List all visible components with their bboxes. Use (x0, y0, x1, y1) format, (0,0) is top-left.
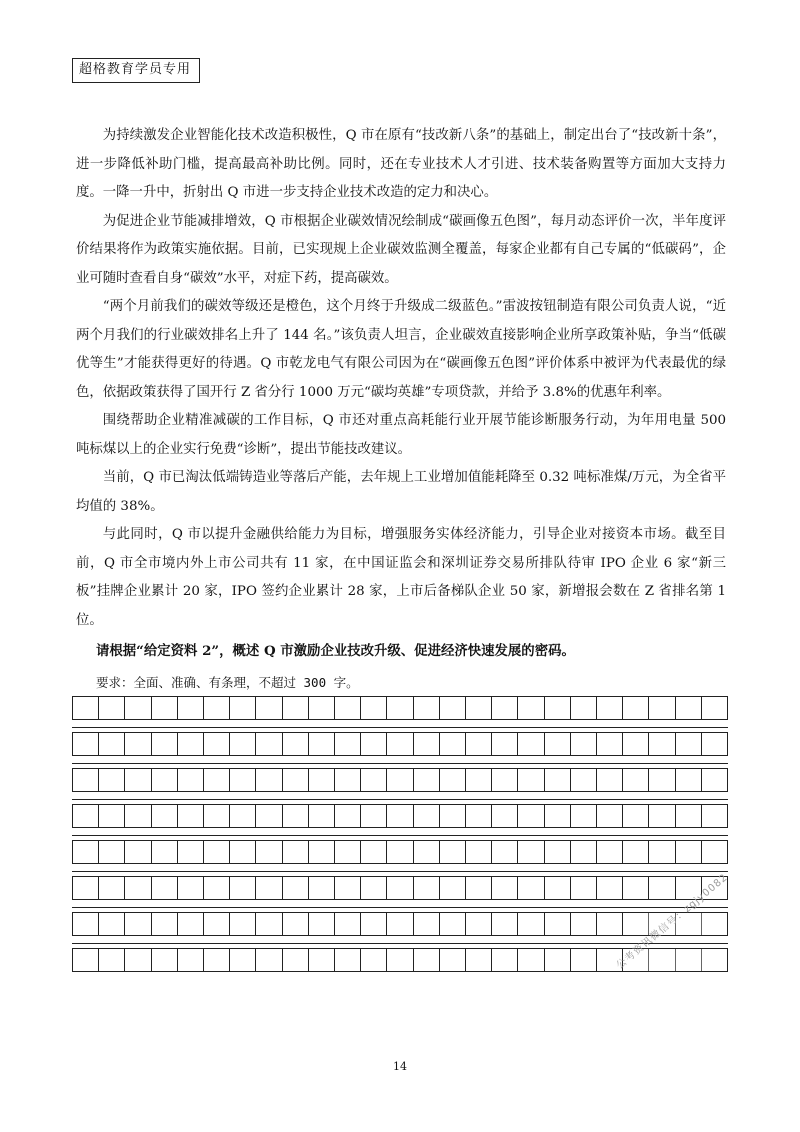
answer-grid-cell[interactable] (701, 949, 728, 971)
answer-grid-cell[interactable] (701, 769, 728, 791)
answer-grid-cell[interactable] (465, 841, 491, 863)
answer-grid-cell[interactable] (151, 949, 177, 971)
answer-grid-cell[interactable] (124, 877, 150, 899)
answer-grid-cell[interactable] (596, 841, 622, 863)
answer-grid-cell[interactable] (203, 877, 229, 899)
answer-grid-cell[interactable] (360, 913, 386, 935)
answer-grid[interactable] (72, 696, 731, 984)
answer-grid-cell[interactable] (491, 733, 517, 755)
answer-grid-cell[interactable] (177, 805, 203, 827)
answer-grid-cell[interactable] (124, 841, 150, 863)
answer-grid-cell[interactable] (465, 949, 491, 971)
answer-grid-cell[interactable] (491, 913, 517, 935)
answer-grid-cell[interactable] (177, 877, 203, 899)
answer-grid-cell[interactable] (465, 805, 491, 827)
answer-grid-cell[interactable] (596, 913, 622, 935)
student-only-badge: 超格教育学员专用 (72, 58, 200, 83)
answer-grid-cell[interactable] (544, 913, 570, 935)
answer-grid-cell[interactable] (596, 733, 622, 755)
answer-grid-cell[interactable] (151, 697, 177, 719)
paragraph-2: 为促进企业节能减排增效，Q 市根据企业碳效情况绘制成“碳画像五色图”，每月动态评价一次，半年度评价结果将作为政策实施依据。目前，已实现规上企业碳效监测全覆盖，每家企业都有自己专属的“低碳码”，企业可随时查看自身“碳效”水平，对症下药，提高碳效。 (76, 213, 726, 286)
answer-grid-cell[interactable] (124, 949, 150, 971)
answer-grid-cell[interactable] (465, 913, 491, 935)
answer-grid-cell[interactable] (701, 913, 728, 935)
answer-grid-cell[interactable] (98, 913, 124, 935)
answer-grid-cell[interactable] (72, 949, 98, 971)
answer-grid-cell[interactable] (491, 805, 517, 827)
answer-grid-cell[interactable] (229, 841, 255, 863)
answer-grid-cell[interactable] (255, 733, 281, 755)
answer-grid-row (72, 732, 728, 756)
answer-grid-cell[interactable] (98, 949, 124, 971)
answer-grid-cell[interactable] (622, 697, 648, 719)
answer-grid-cell[interactable] (439, 949, 465, 971)
watermark: 公考资讯微信号：zgjy0082 (614, 871, 731, 972)
answer-grid-cell[interactable] (255, 769, 281, 791)
answer-grid-cell[interactable] (334, 877, 360, 899)
answer-grid-cell[interactable] (413, 697, 439, 719)
answer-grid-cell[interactable] (648, 733, 674, 755)
answer-grid-cell[interactable] (465, 697, 491, 719)
answer-grid-cell[interactable] (439, 913, 465, 935)
answer-grid-cell[interactable] (701, 841, 728, 863)
answer-grid-cell[interactable] (203, 949, 229, 971)
paragraph-5: 当前，Q 市已淘汰低端铸造业等落后产能，去年规上工业增加值能耗降至 0.32 吨标准煤/万元，为全省平均值的 38%。 (76, 470, 726, 514)
answer-grid-cell[interactable] (308, 949, 334, 971)
answer-grid-cell[interactable] (282, 769, 308, 791)
answer-grid-cell[interactable] (72, 913, 98, 935)
answer-grid-cell[interactable] (124, 805, 150, 827)
answer-grid-cell[interactable] (491, 697, 517, 719)
answer-grid-cell[interactable] (334, 805, 360, 827)
answer-grid-cell[interactable] (282, 913, 308, 935)
answer-grid-cell[interactable] (413, 877, 439, 899)
answer-grid-cell[interactable] (72, 769, 98, 791)
answer-grid-cell[interactable] (675, 697, 701, 719)
answer-grid-cell[interactable] (386, 697, 412, 719)
answer-grid-cell[interactable] (648, 949, 674, 971)
answer-grid-cell[interactable] (596, 697, 622, 719)
answer-grid-cell[interactable] (465, 733, 491, 755)
answer-grid-cell[interactable] (308, 769, 334, 791)
answer-grid-cell[interactable] (465, 877, 491, 899)
answer-grid-cell[interactable] (203, 697, 229, 719)
answer-grid-cell[interactable] (229, 769, 255, 791)
answer-grid-cell[interactable] (622, 877, 648, 899)
answer-grid-cell[interactable] (517, 697, 543, 719)
answer-grid-cell[interactable] (177, 949, 203, 971)
answer-grid-cell[interactable] (544, 769, 570, 791)
answer-grid-cell[interactable] (360, 697, 386, 719)
answer-grid-cell[interactable] (255, 697, 281, 719)
answer-grid-cell[interactable] (491, 769, 517, 791)
answer-grid-cell[interactable] (622, 769, 648, 791)
answer-grid-cell[interactable] (282, 733, 308, 755)
answer-grid-cell[interactable] (151, 913, 177, 935)
answer-grid-cell[interactable] (124, 733, 150, 755)
page-number: 14 (393, 1060, 407, 1073)
answer-grid-cell[interactable] (229, 913, 255, 935)
answer-grid-cell[interactable] (386, 733, 412, 755)
answer-grid-cell[interactable] (622, 805, 648, 827)
answer-grid-cell[interactable] (334, 949, 360, 971)
answer-grid-cell[interactable] (439, 769, 465, 791)
answer-grid-cell[interactable] (570, 769, 596, 791)
answer-grid-cell[interactable] (124, 913, 150, 935)
answer-grid-cell[interactable] (98, 841, 124, 863)
answer-grid-cell[interactable] (282, 877, 308, 899)
answer-grid-cell[interactable] (177, 769, 203, 791)
answer-grid-cell[interactable] (308, 805, 334, 827)
answer-grid-cell[interactable] (570, 913, 596, 935)
answer-grid-cell[interactable] (177, 733, 203, 755)
answer-grid-cell[interactable] (491, 841, 517, 863)
paragraph-4: 围绕帮助企业精准减碳的工作目标，Q 市还对重点高耗能行业开展节能诊断服务行动，为年用电量 500 吨标煤以上的企业实行免费“诊断”，提出节能技改建议。 (76, 413, 726, 457)
answer-grid-row (72, 912, 728, 936)
answer-grid-cell[interactable] (255, 841, 281, 863)
answer-grid-cell[interactable] (544, 949, 570, 971)
answer-grid-cell[interactable] (282, 841, 308, 863)
answer-requirement: 要求：全面、准确、有条理，不超过 300 字。 (96, 675, 359, 690)
answer-grid-cell[interactable] (517, 841, 543, 863)
answer-grid-cell[interactable] (491, 877, 517, 899)
answer-grid-cell[interactable] (255, 805, 281, 827)
answer-grid-cell[interactable] (229, 697, 255, 719)
answer-grid-cell[interactable] (360, 733, 386, 755)
answer-grid-cell[interactable] (334, 913, 360, 935)
answer-grid-cell[interactable] (255, 877, 281, 899)
answer-grid-row (72, 840, 728, 864)
answer-grid-cell[interactable] (439, 841, 465, 863)
answer-grid-cell[interactable] (701, 805, 728, 827)
answer-grid-cell[interactable] (386, 841, 412, 863)
answer-grid-cell[interactable] (98, 697, 124, 719)
answer-grid-cell[interactable] (517, 877, 543, 899)
answer-grid-cell[interactable] (72, 805, 98, 827)
answer-grid-cell[interactable] (701, 733, 728, 755)
answer-grid-cell[interactable] (203, 805, 229, 827)
answer-grid-cell[interactable] (675, 733, 701, 755)
answer-grid-cell[interactable] (360, 877, 386, 899)
answer-grid-cell[interactable] (570, 805, 596, 827)
answer-grid-cell[interactable] (124, 769, 150, 791)
answer-grid-cell[interactable] (229, 949, 255, 971)
answer-grid-cell[interactable] (177, 841, 203, 863)
answer-grid-cell[interactable] (229, 877, 255, 899)
answer-grid-cell[interactable] (151, 841, 177, 863)
answer-grid-cell[interactable] (255, 949, 281, 971)
answer-grid-cell[interactable] (308, 733, 334, 755)
answer-grid-cell[interactable] (255, 913, 281, 935)
answer-grid-cell[interactable] (386, 769, 412, 791)
answer-grid-cell[interactable] (517, 913, 543, 935)
answer-grid-cell[interactable] (570, 697, 596, 719)
answer-grid-cell[interactable] (413, 841, 439, 863)
answer-grid-row (72, 696, 728, 720)
answer-grid-row (72, 804, 728, 828)
answer-grid-cell[interactable] (203, 913, 229, 935)
answer-grid-cell[interactable] (308, 841, 334, 863)
answer-grid-cell[interactable] (98, 769, 124, 791)
answer-grid-cell[interactable] (203, 733, 229, 755)
answer-grid-cell[interactable] (360, 949, 386, 971)
answer-grid-cell[interactable] (308, 697, 334, 719)
answer-grid-cell[interactable] (439, 697, 465, 719)
answer-grid-cell[interactable] (386, 877, 412, 899)
answer-grid-cell[interactable] (570, 877, 596, 899)
answer-grid-row (72, 768, 728, 792)
answer-grid-cell[interactable] (570, 733, 596, 755)
answer-grid-cell[interactable] (544, 697, 570, 719)
answer-grid-cell[interactable] (151, 733, 177, 755)
answer-grid-cell[interactable] (517, 949, 543, 971)
answer-grid-cell[interactable] (98, 877, 124, 899)
answer-grid-cell[interactable] (282, 949, 308, 971)
answer-grid-cell[interactable] (517, 805, 543, 827)
paragraph-6: 与此同时，Q 市以提升金融供给能力为目标，增强服务实体经济能力，引导企业对接资本市场。截至目前，Q 市全市境内外上市公司共有 11 家，在中国证监会和深圳证券交易所排队待审 IPO 企业 6 家“新三板”挂牌企业累计 20 家，IPO 签约企业累计 28 家，上市后备梯队企业 50 家，新增报会数在 Z 省排名第 1 位。 (76, 527, 726, 628)
answer-grid-cell[interactable] (72, 697, 98, 719)
answer-grid-cell[interactable] (98, 805, 124, 827)
answer-grid-cell[interactable] (229, 733, 255, 755)
answer-grid-cell[interactable] (282, 697, 308, 719)
answer-grid-cell[interactable] (98, 733, 124, 755)
answer-grid-cell[interactable] (675, 769, 701, 791)
answer-grid-cell[interactable] (386, 949, 412, 971)
answer-grid-cell[interactable] (203, 769, 229, 791)
answer-grid-cell[interactable] (596, 805, 622, 827)
answer-grid-cell[interactable] (151, 805, 177, 827)
answer-grid-cell[interactable] (596, 877, 622, 899)
answer-grid-cell[interactable] (334, 733, 360, 755)
answer-grid-cell[interactable] (701, 697, 728, 719)
answer-grid-cell[interactable] (308, 877, 334, 899)
answer-grid-cell[interactable] (282, 805, 308, 827)
answer-grid-cell[interactable] (544, 733, 570, 755)
answer-grid-cell[interactable] (386, 913, 412, 935)
answer-grid-cell[interactable] (596, 769, 622, 791)
answer-grid-cell[interactable] (360, 769, 386, 791)
answer-grid-cell[interactable] (648, 805, 674, 827)
answer-grid-cell[interactable] (544, 805, 570, 827)
answer-grid-cell[interactable] (72, 733, 98, 755)
answer-grid-cell[interactable] (177, 697, 203, 719)
answer-grid-cell[interactable] (413, 733, 439, 755)
answer-grid-cell[interactable] (491, 949, 517, 971)
paragraph-1: 为持续激发企业智能化技术改造积极性，Q 市在原有“技改新八条”的基础上，制定出台了“技改新十条”，进一步降低补助门槛，提高最高补助比例。同时，还在专业技术人才引进、技术装备购置等方面加大支持力度。一降一升中，折射出 Q 市进一步支持企业技术改造的定力和决心。 (76, 128, 726, 200)
paragraph-3: “两个月前我们的碳效等级还是橙色，这个月终于升级成二级蓝色。”雷波按钮制造有限公司负责人说，“近两个月我们的行业碳效排名上升了 144 名。”该负责人坦言，企业碳效直接影响企业所享政策补贴，争当“低碳优等生”才能获得更好的待遇。Q 市乾龙电气有限公司因为在“碳画像五色图”评价体系中被评为代表最优的绿色，依据政策获得了国开行 Z 省分行 1000 万元“碳均英雄”专项贷款，并给予 3.8%的优惠年利率。 (76, 299, 726, 400)
answer-grid-cell[interactable] (544, 841, 570, 863)
answer-grid-cell[interactable] (151, 877, 177, 899)
answer-grid-cell[interactable] (72, 877, 98, 899)
answer-grid-cell[interactable] (465, 769, 491, 791)
answer-grid-cell[interactable] (334, 841, 360, 863)
answer-grid-cell[interactable] (439, 805, 465, 827)
answer-grid-cell[interactable] (675, 805, 701, 827)
answer-grid-cell[interactable] (334, 769, 360, 791)
answer-grid-cell[interactable] (570, 841, 596, 863)
answer-grid-cell[interactable] (648, 697, 674, 719)
answer-grid-cell[interactable] (386, 805, 412, 827)
answer-grid-cell[interactable] (544, 877, 570, 899)
answer-grid-cell[interactable] (334, 697, 360, 719)
answer-grid-cell[interactable] (439, 877, 465, 899)
answer-grid-cell[interactable] (124, 697, 150, 719)
answer-grid-cell[interactable] (517, 733, 543, 755)
answer-grid-cell[interactable] (675, 841, 701, 863)
material-text (76, 122, 726, 635)
answer-grid-cell[interactable] (413, 805, 439, 827)
answer-grid-cell[interactable] (413, 769, 439, 791)
answer-grid-cell[interactable] (151, 769, 177, 791)
answer-grid-row (72, 876, 728, 900)
answer-grid-cell[interactable] (648, 841, 674, 863)
answer-grid-cell[interactable] (308, 913, 334, 935)
answer-grid-cell[interactable] (413, 949, 439, 971)
answer-grid-cell[interactable] (517, 769, 543, 791)
answer-grid-cell[interactable] (648, 769, 674, 791)
answer-grid-cell[interactable] (413, 913, 439, 935)
answer-grid-cell[interactable] (177, 913, 203, 935)
question-prompt: 请根据“给定资料 2”，概述 Q 市激励企业技改升级、促进经济快速发展的密码。 (96, 643, 575, 659)
answer-grid-cell[interactable] (675, 949, 701, 971)
answer-grid-cell[interactable] (229, 805, 255, 827)
answer-grid-cell[interactable] (622, 841, 648, 863)
answer-grid-cell[interactable] (622, 733, 648, 755)
answer-grid-cell[interactable] (72, 841, 98, 863)
answer-grid-cell[interactable] (360, 805, 386, 827)
answer-grid-cell[interactable] (439, 733, 465, 755)
answer-grid-cell[interactable] (360, 841, 386, 863)
answer-grid-cell[interactable] (648, 877, 674, 899)
answer-grid-cell[interactable] (203, 841, 229, 863)
answer-grid-cell[interactable] (570, 949, 596, 971)
